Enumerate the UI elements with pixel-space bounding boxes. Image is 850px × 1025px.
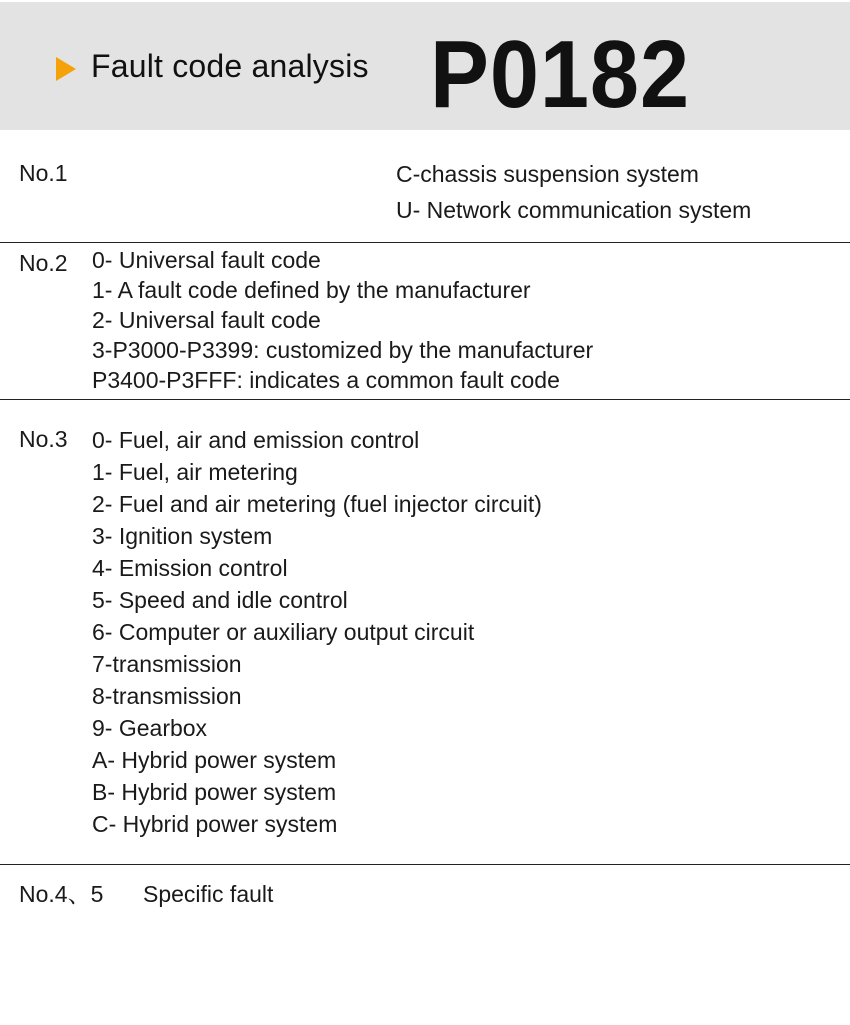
list-item: P3400-P3FFF: indicates a common fault code xyxy=(92,367,560,393)
divider xyxy=(0,399,850,400)
list-item: A- Hybrid power system xyxy=(92,747,337,773)
list-item: 0- Fuel, air and emission control xyxy=(92,427,420,453)
list-item: 1- Fuel, air metering xyxy=(92,459,298,485)
list-item: 2- Universal fault code xyxy=(92,307,321,333)
section-label: No.4、5 xyxy=(19,881,104,907)
page-title: Fault code analysis xyxy=(91,48,369,84)
no2-list xyxy=(92,245,593,395)
list-item: 3- Ignition system xyxy=(92,523,273,549)
list-item: C- Hybrid power system xyxy=(92,811,338,837)
list-item: 0- Universal fault code xyxy=(92,247,321,273)
section-text: Specific fault xyxy=(143,881,274,907)
section-label: No.3 xyxy=(19,426,68,452)
list-item: 9- Gearbox xyxy=(92,715,208,741)
play-arrow-icon xyxy=(56,57,76,81)
list-item: 3-P3000-P3399: customized by the manufacturer xyxy=(92,337,594,363)
no3-list xyxy=(92,424,542,840)
divider xyxy=(0,242,850,243)
list-item: C-chassis suspension system xyxy=(396,161,699,187)
list-item: 2- Fuel and air metering (fuel injector circuit) xyxy=(92,491,542,517)
list-item: 1- A fault code defined by the manufacturer xyxy=(92,277,531,303)
fault-code: P0182 xyxy=(430,21,690,128)
header-banner xyxy=(0,2,850,130)
list-item: B- Hybrid power system xyxy=(92,779,337,805)
list-item: 6- Computer or auxiliary output circuit xyxy=(92,619,475,645)
list-item: 5- Speed and idle control xyxy=(92,587,348,613)
list-item: 4- Emission control xyxy=(92,555,288,581)
divider xyxy=(0,864,850,865)
section-label: No.2 xyxy=(19,250,68,276)
list-item: 7-transmission xyxy=(92,651,242,677)
list-item: 8-transmission xyxy=(92,683,242,709)
section-label: No.1 xyxy=(19,160,68,186)
list-item: U- Network communication system xyxy=(396,197,752,223)
